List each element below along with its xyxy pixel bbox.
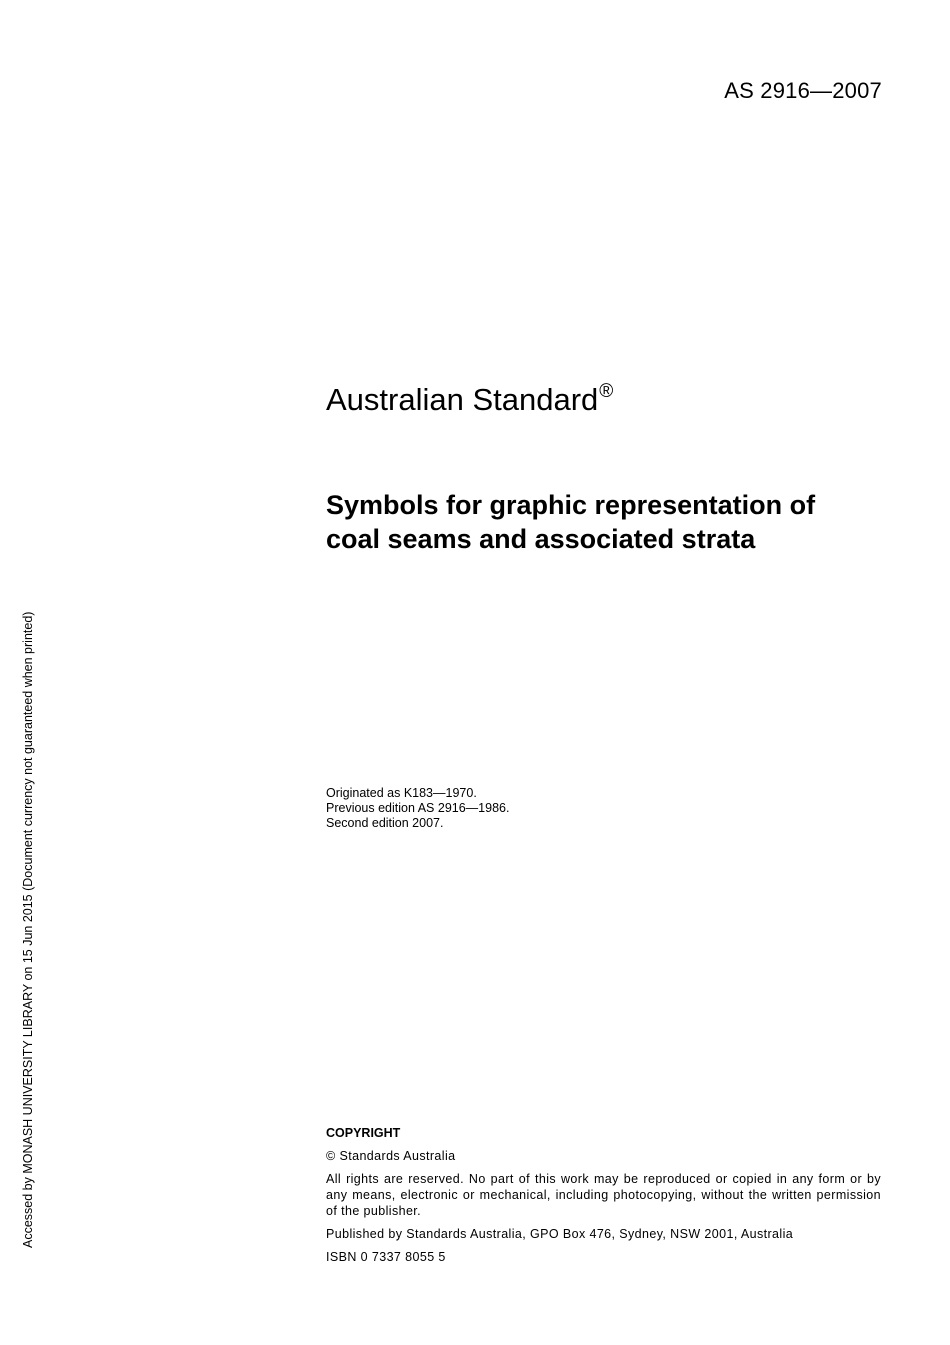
history-line-1: Originated as K183—1970. <box>326 786 477 800</box>
copyright-heading: COPYRIGHT <box>326 1126 401 1140</box>
history-line-2: Previous edition AS 2916—1986. <box>326 801 510 815</box>
document-number: AS 2916—2007 <box>724 78 882 103</box>
standard-label <box>326 381 613 418</box>
copyright-isbn: ISBN 0 7337 8055 5 <box>326 1250 446 1264</box>
edition-history <box>326 786 509 831</box>
copyright-block <box>326 1125 881 1272</box>
document-title <box>326 488 886 556</box>
standard-label-text: Australian Standard <box>326 382 599 417</box>
copyright-rights: All rights are reserved. No part of this work may be reproduced or copied in any form or by any means, electronic or mechanical, including photocopying, without the written permission of the publisher. <box>326 1172 881 1218</box>
title-line-1: Symbols for graphic representation of <box>326 490 816 520</box>
registered-mark: ® <box>599 381 614 402</box>
copyright-publisher: Published by Standards Australia, GPO Box 476, Sydney, NSW 2001, Australia <box>326 1227 794 1241</box>
history-line-3: Second edition 2007. <box>326 816 444 830</box>
title-line-2: coal seams and associated strata <box>326 524 756 554</box>
copyright-holder: © Standards Australia <box>326 1149 456 1163</box>
access-side-note: Accessed by MONASH UNIVERSITY LIBRARY on 15 Jun 2015 (Document currency not guaranteed when printed) <box>21 611 35 1248</box>
